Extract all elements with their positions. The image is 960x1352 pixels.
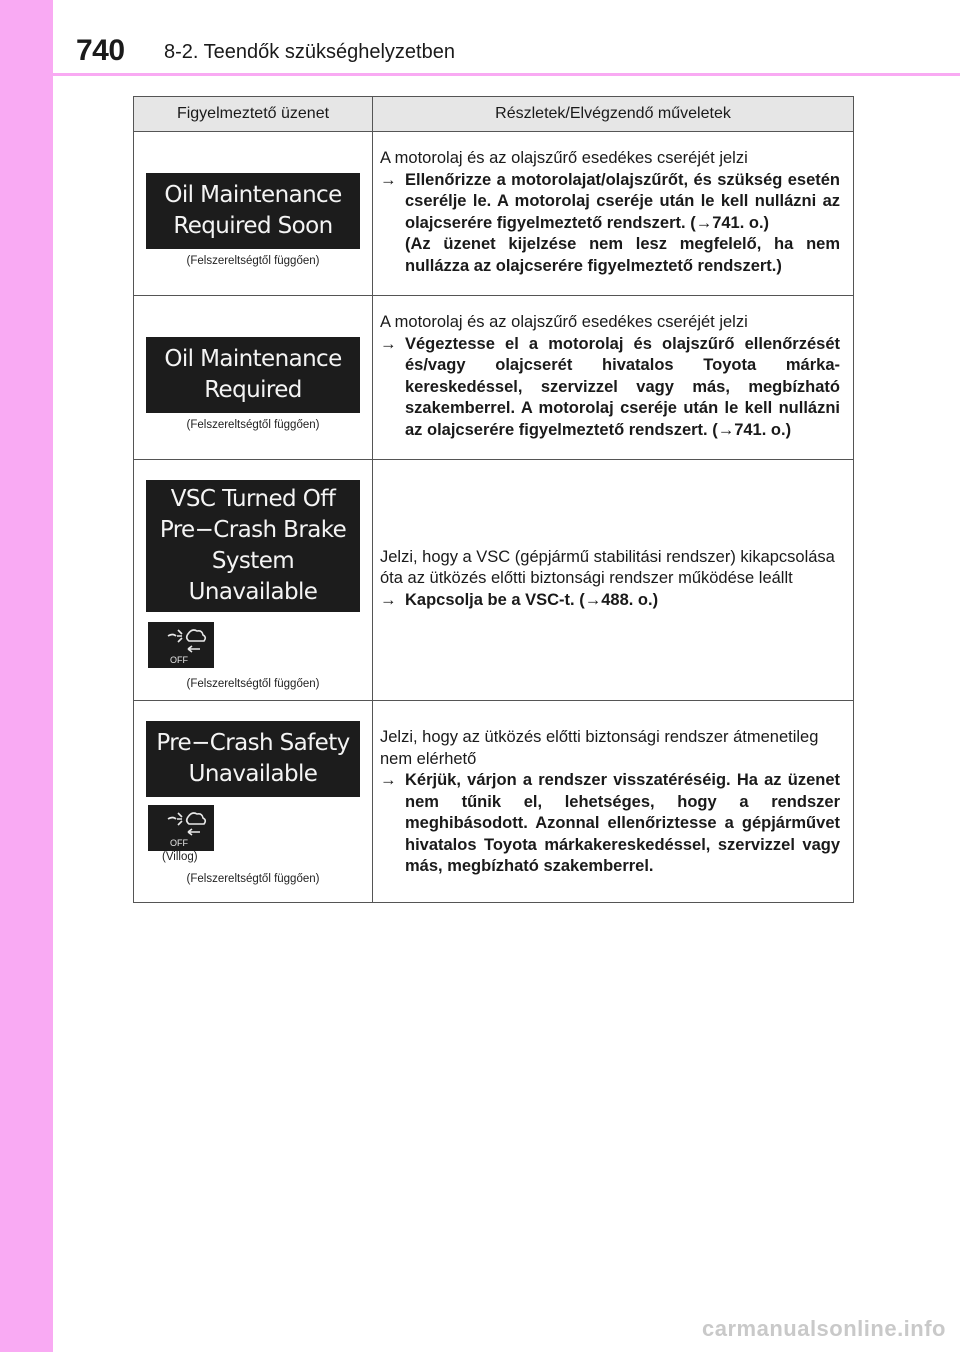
details-intro: Jelzi, hogy a VSC (gépjármű stabilitási rendszer) kikapcsolása óta az ütközés előtti biztonsági rendszer működése leállt [380,547,835,588]
warning-message-table [133,96,854,903]
chapter-side-tab [0,0,53,1352]
header-rule [53,73,960,76]
display-line: Pre−Crash Brake [159,517,347,543]
details-action: Kapcsolja be a VSC-t. (→488. o.) [405,590,659,609]
blink-note: (Villog) [162,851,198,863]
message-cell [134,460,373,701]
display-line: Required [204,377,302,403]
page-number: 740 [76,34,125,67]
display-line: Oil Maintenance [164,182,342,208]
display-line: Unavailable [188,579,318,605]
details-action: Kérjük, várjon a rendszer visszatéréséig. Ha az üzenet nem tűnik el, lehetséges, hogy a rendszer meghibásodott. Azonnal ellenőriztesse a gépjárművet hivatalos Toyota márkakereskedéssel, szervizzel vagy más, megbízható szakemberrel. [405,771,840,875]
message-cell [134,132,373,296]
availability-caption: (Felszereltségtől függően) [186,873,320,885]
availability-caption: (Felszereltségtől függően) [186,419,320,431]
oil-maintenance-soon-display [146,173,360,249]
display-line: System [211,548,295,574]
display-line: Required Soon [173,213,333,239]
details-intro: A motorolaj és az olajszűrő esedékes cseréjét jelzi [380,149,748,167]
table-row [134,460,854,701]
arrow-icon: → [380,590,397,609]
pre-crash-unavailable-display [146,721,360,797]
icon-off-label: OFF [170,838,188,848]
details-cell [373,132,854,296]
icon-off-label: OFF [170,655,188,665]
column-header-details: Részletek/Elvégzendő műveletek [373,97,854,132]
message-cell [134,296,373,460]
details-cell [373,460,854,701]
table-header-row [134,97,854,132]
oil-maintenance-required-display [146,337,360,413]
details-intro: A motorolaj és az olajszűrő esedékes cseréjét jelzi [380,313,748,331]
arrow-icon: → [380,170,397,189]
pre-crash-off-icon [148,622,214,668]
message-cell [134,701,373,903]
pre-crash-off-icon [148,805,214,851]
details-cell [373,296,854,460]
display-line: VSC Turned Off [170,486,336,512]
details-action: Végeztesse el a motorolaj és olajszűrő ellenőrzését és/vagy olajcserét hivatalos Toyota márkakereskedéssel, szervizzel vagy más, megbízható szakemberrel. A motorolaj cseréje után le kell nullázni az olajcserére figyelmeztető rendszert. (→741. o.) [405,334,840,439]
display-line: Unavailable [188,761,318,787]
availability-caption: (Felszereltségtől függően) [186,678,320,690]
section-title: 8-2. Teendők szükséghelyzetben [164,41,455,63]
details-cell [373,701,854,903]
table-row [134,701,854,903]
details-note: (Az üzenet kijelzése nem lesz megfelelő, ha nem nullázza az olajcserére figyelmeztető rendszert.) [405,235,840,275]
arrow-icon: → [380,771,397,789]
display-line: Oil Maintenance [164,346,342,372]
display-line: Pre−Crash Safety [156,730,350,756]
column-header-message: Figyelmeztető üzenet [134,97,373,132]
availability-caption: (Felszereltségtől függően) [186,255,320,267]
arrow-icon: → [380,334,397,353]
vsc-off-display [146,480,360,612]
details-intro: Jelzi, hogy az ütközés előtti biztonsági rendszer átmenetileg nem elérhető [380,728,819,768]
table-row [134,296,854,460]
table-row [134,132,854,296]
details-action: Ellenőrizze a motorolajat/olajszűrőt, és szükség esetén cserélje le. A motorolaj cseréje után le kell nullázni az olajcserére figyelmeztető rendszert. (→741. o.) [405,170,840,232]
watermark: carmanualsonline.info [702,1316,946,1341]
